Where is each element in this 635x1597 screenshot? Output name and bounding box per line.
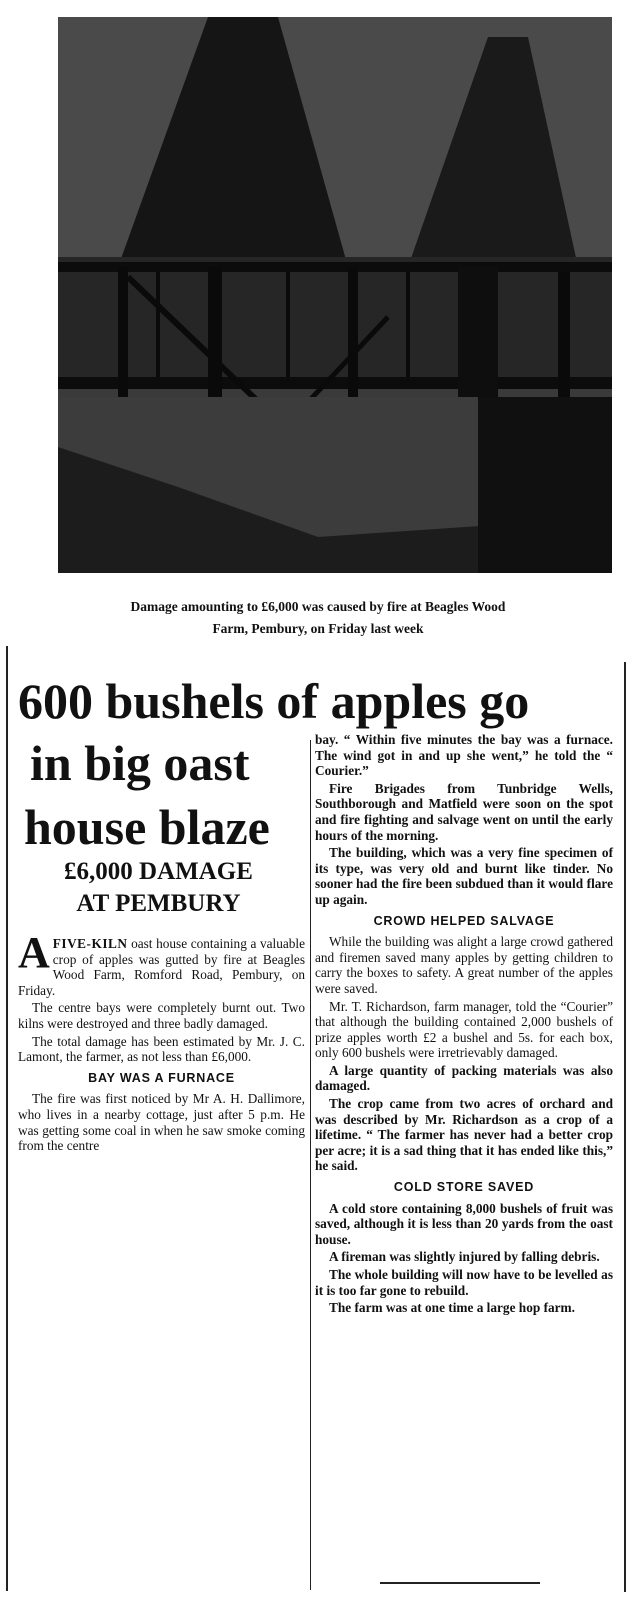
article-paragraph: The farm was at one time a large hop farm.: [329, 1300, 575, 1316]
article-paragraph: The fire was first noticed by Mr A. H. Dallimore, who lives in a nearby cottage, just after 5 p.m. He was getting some coal in when he saw smoke coming from the centre: [18, 1091, 305, 1154]
headline-line-2: in big oast: [30, 735, 250, 791]
burnt-oast-house-image: [58, 17, 612, 573]
article-paragraph: bay. “ Within five minutes the bay was a furnace. The wind got in and up she went,” he told the “ Courier.”: [315, 732, 613, 779]
photo-caption: [18, 596, 618, 640]
article-paragraph: While the building was alight a large crowd gathered and firemen saved many apples by getting children to carry the boxes to safety. A great number of the apples were saved.: [315, 934, 613, 996]
section-subhead: COLD STORE SAVED: [393, 1180, 535, 1195]
article-column-1: [18, 928, 305, 1156]
section-subhead: BAY WAS A FURNACE: [88, 1070, 235, 1085]
caption-line-1: Damage amounting to £6,000 was caused by fire at Beagles Wood: [130, 599, 506, 614]
article-paragraph: The whole building will now have to be levelled as it is too far gone to rebuild.: [315, 1267, 613, 1298]
headline-line-3: house blaze: [24, 799, 270, 855]
article-column-2: [315, 732, 613, 1318]
fire-damage-photo: [58, 17, 612, 573]
article-paragraph: A cold store containing 8,000 bushels of fruit was saved, although it is less than 20 yards from the oast house.: [315, 1200, 613, 1247]
article-paragraph: The building, which was a very fine specimen of its type, was very old and burnt like tinder. No sooner had the fire been subdued than it would flare up again.: [315, 845, 613, 907]
article-paragraph: A large quantity of packing materials was also damaged.: [315, 1062, 613, 1094]
article-paragraph: The crop came from two acres of orchard and was described by Mr. Richardson as a crop of a lifetime. “ The farmer has never had a better crop per acre; it is a sad thing that it has ended like this,” he said.: [315, 1096, 613, 1174]
article-paragraph: Fire Brigades from Tunbridge Wells, Southborough and Matfield were soon on the spot and fire fighting and salvage went on until the early hours of the morning.: [315, 780, 613, 843]
right-border-rule: [624, 662, 626, 1592]
paragraph-text: oast house containing a valuable crop of apples was gutted by fire at Beagles Wood Farm, Romford Road, Pembury, on Friday.: [18, 936, 305, 998]
subheadline-line-2: AT PEMBURY: [76, 890, 241, 917]
end-of-article-rule: [380, 1582, 540, 1584]
left-border-rule: [6, 646, 8, 1591]
lead-caps: FIVE-KILN: [52, 936, 128, 951]
caption-line-2: Farm, Pembury, on Friday last week: [212, 621, 424, 636]
article-paragraph: The total damage has been estimated by Mr. J. C. Lamont, the farmer, as not less than £6,000.: [18, 1033, 305, 1065]
drop-cap: A: [18, 928, 50, 977]
article-paragraph: A fireman was slightly injured by falling debris.: [329, 1249, 600, 1265]
subheadline-line-1: £6,000 DAMAGE: [64, 858, 253, 885]
column-divider: [310, 740, 311, 1590]
article-paragraph: Mr. T. Richardson, farm manager, told the “Courier” that although the building contained 2,000 bushels of prize apples worth £2 a bushel and 5s. for each box, only 600 bushels were irretrievably damaged.: [315, 998, 613, 1061]
article-paragraph: [18, 928, 305, 998]
section-subhead: CROWD HELPED SALVAGE: [373, 913, 555, 928]
article-paragraph: The centre bays were completely burnt out. Two kilns were destroyed and three badly damaged.: [18, 1000, 305, 1031]
headline-line-1: 600 bushels of apples go: [18, 673, 530, 729]
